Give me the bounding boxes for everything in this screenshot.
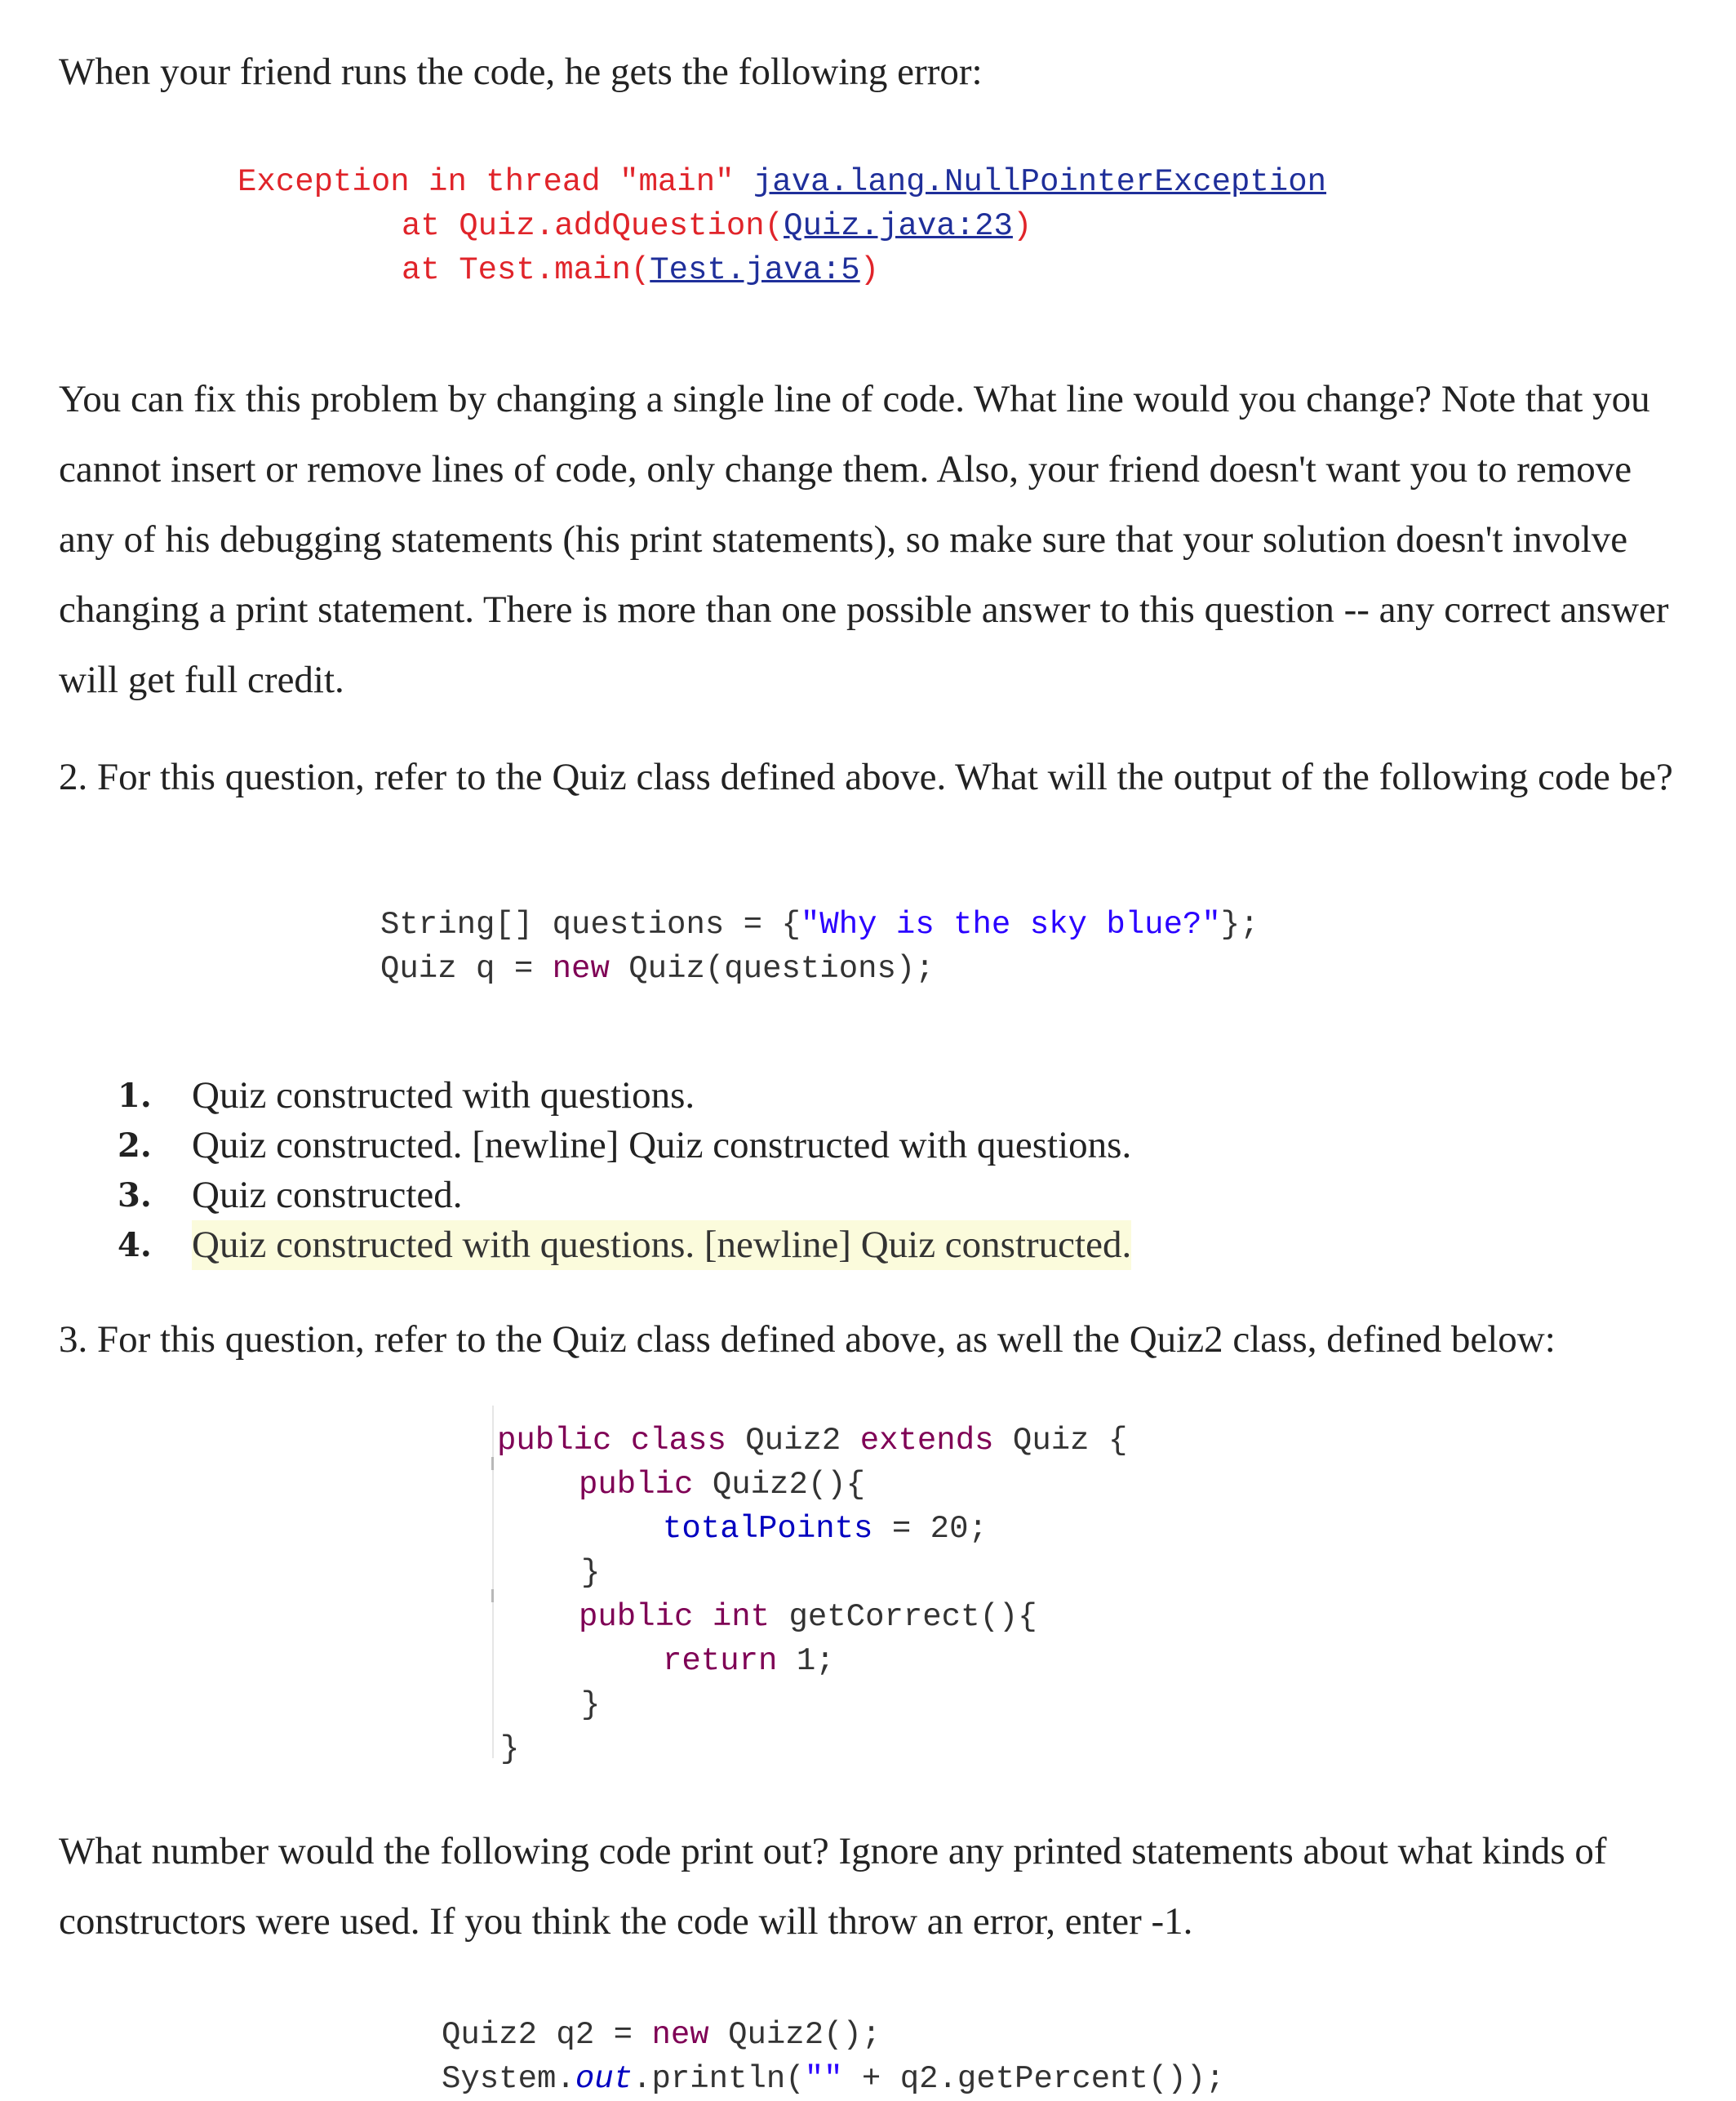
q2-code-line-2: Quiz q = new Quiz(questions); xyxy=(380,951,935,987)
choice-1[interactable]: 1. Quiz constructed with questions. xyxy=(118,1074,695,1117)
error-line-2: at Quiz.addQuestion(Quiz.java:23) xyxy=(402,208,1032,244)
intro-text: When your friend runs the code, he gets the following error: xyxy=(59,51,983,93)
q2-code-line-1: String[] questions = {"Why is the sky blue?"}; xyxy=(380,907,1259,943)
gutter-fold-marker xyxy=(491,1589,494,1602)
question-3-followup: What number would the following code print out? Ignore any printed statements about what kinds of constructors were used. If you think the code will throw an error, enter -1. xyxy=(59,1830,1607,1943)
question-3-prompt: 3. For this question, refer to the Quiz class defined above, as well the Quiz2 class, defined below: xyxy=(59,1318,1556,1361)
snippet-line-1: Quiz2 q2 = new Quiz2(); xyxy=(442,2017,881,2053)
gutter-fold-marker xyxy=(491,1457,494,1470)
question-2-prompt: 2. For this question, refer to the Quiz class defined above. What will the output of the following code be? xyxy=(59,756,1673,798)
error-line-3: at Test.main(Test.java:5) xyxy=(402,252,880,288)
fix-paragraph: You can fix this problem by changing a single line of code. What line would you change? Note that you cannot insert or remove lines of code, only change them. Also, your friend doesn't want you to remove any of his debugging statements (his print statements), so make sure that your solution doesn't involve changing a print statement. There is more than one possible answer to this question -- any correct answer will get full credit. xyxy=(59,378,1669,701)
class-line-1: public class Quiz2 extends Quiz { xyxy=(497,1423,1128,1459)
choice-4[interactable]: 4. Quiz constructed with questions. [newline] Quiz constructed. xyxy=(59,1220,1131,1270)
test-java-link[interactable]: Test.java:5 xyxy=(650,252,860,288)
class-line-8: } xyxy=(500,1731,520,1767)
class-line-6: return 1; xyxy=(663,1643,835,1679)
class-line-7: } xyxy=(581,1687,601,1723)
snippet-line-2: System.out.println("" + q2.getPercent()); xyxy=(442,2061,1225,2097)
quiz-java-link[interactable]: Quiz.java:23 xyxy=(784,208,1013,244)
exception-link[interactable]: java.lang.NullPointerException xyxy=(753,164,1327,200)
choice-2[interactable]: 2. Quiz constructed. [newline] Quiz constructed with questions. xyxy=(118,1124,1132,1166)
answer-choices xyxy=(59,1071,1131,1270)
error-line-1: Exception in thread "main" xyxy=(238,164,753,200)
class-line-4: } xyxy=(581,1555,601,1591)
class-line-2: public Quiz2(){ xyxy=(579,1467,866,1503)
class-line-3: totalPoints = 20; xyxy=(663,1511,988,1547)
error-trace xyxy=(238,160,1326,204)
class-line-5: public int getCorrect(){ xyxy=(579,1599,1037,1635)
choice-3[interactable]: 3. Quiz constructed. xyxy=(118,1174,463,1216)
